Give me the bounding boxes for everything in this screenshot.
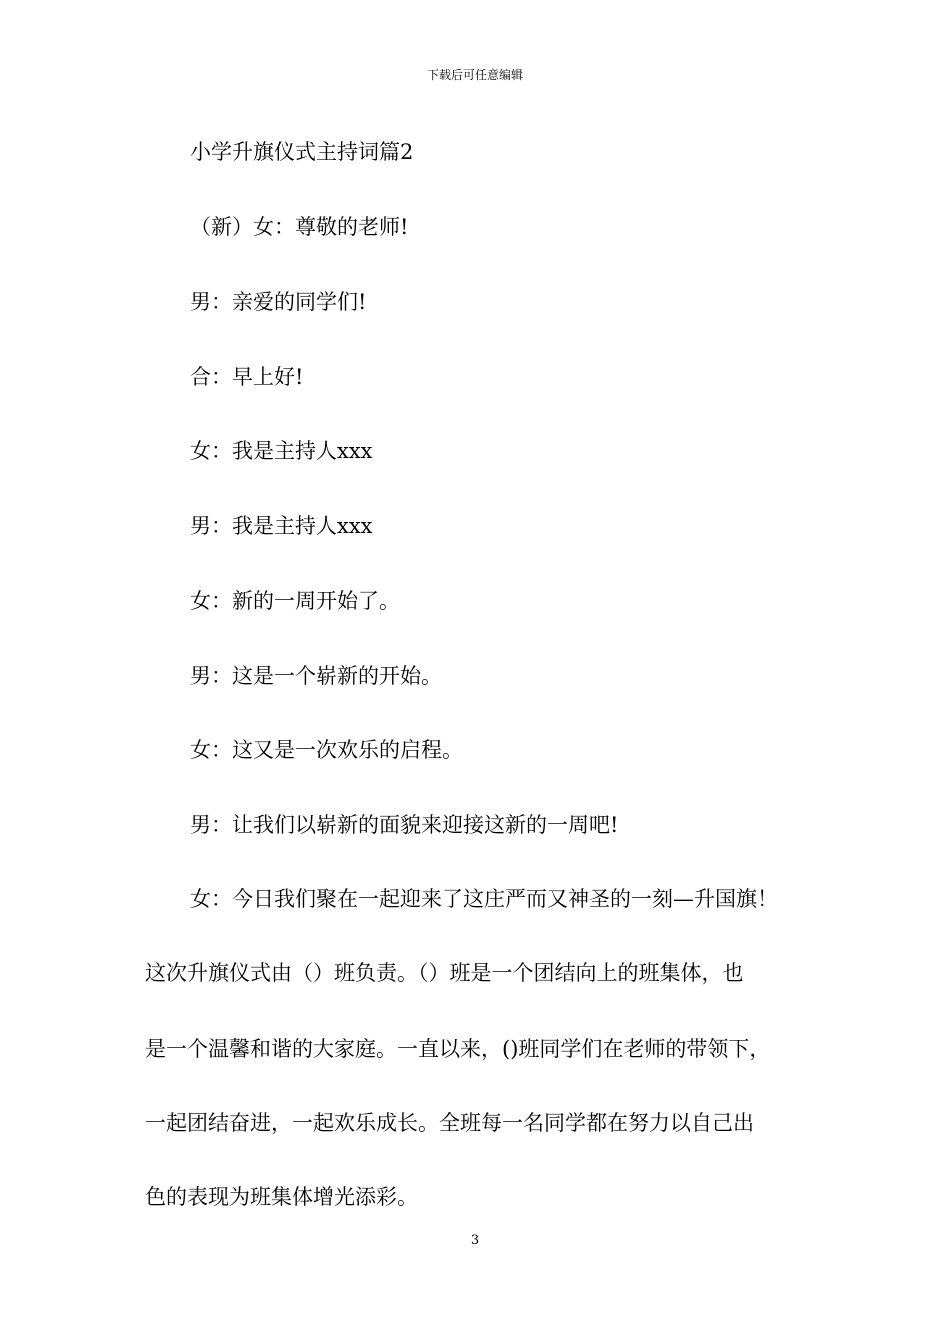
page-number: 3 bbox=[470, 1233, 480, 1248]
dialogue-line: 女：我是主持人xxx bbox=[190, 439, 373, 463]
dialogue-line: 女：这又是一次欢乐的启程。 bbox=[190, 738, 463, 762]
dialogue-line: 男：我是主持人xxx bbox=[190, 514, 373, 538]
dialogue-line: 男：这是一个崭新的开始。 bbox=[190, 664, 442, 688]
dialogue-line: 男：让我们以崭新的面貌来迎接这新的一周吧! bbox=[190, 813, 619, 837]
paragraph-line: 这次升旗仪式由（）班负责。（）班是一个团结向上的班集体，也 bbox=[145, 961, 744, 985]
dialogue-line: （新）女：尊敬的老师! bbox=[190, 215, 409, 239]
paragraph-line: 一起团结奋进，一起欢乐成长。全班每一名同学都在努力以自己出 bbox=[145, 1111, 754, 1135]
dialogue-line: 女：新的一周开始了。 bbox=[190, 589, 400, 613]
dialogue-line: 男：亲爱的同学们! bbox=[190, 290, 367, 314]
paragraph-line: 女：今日我们聚在一起迎来了这庄严而又神圣的一刻—升国旗！ bbox=[190, 887, 778, 911]
paragraph-line: 色的表现为班集体增光添彩。 bbox=[145, 1185, 418, 1209]
dialogue-line: 合：早上好! bbox=[190, 365, 304, 389]
paragraph-line: 是一个温馨和谐的大家庭。一直以来，()班同学们在老师的带领下， bbox=[145, 1037, 771, 1061]
document-title: 小学升旗仪式主持词篇2 bbox=[190, 140, 414, 164]
page-header: 下载后可任意编辑 bbox=[426, 68, 523, 82]
